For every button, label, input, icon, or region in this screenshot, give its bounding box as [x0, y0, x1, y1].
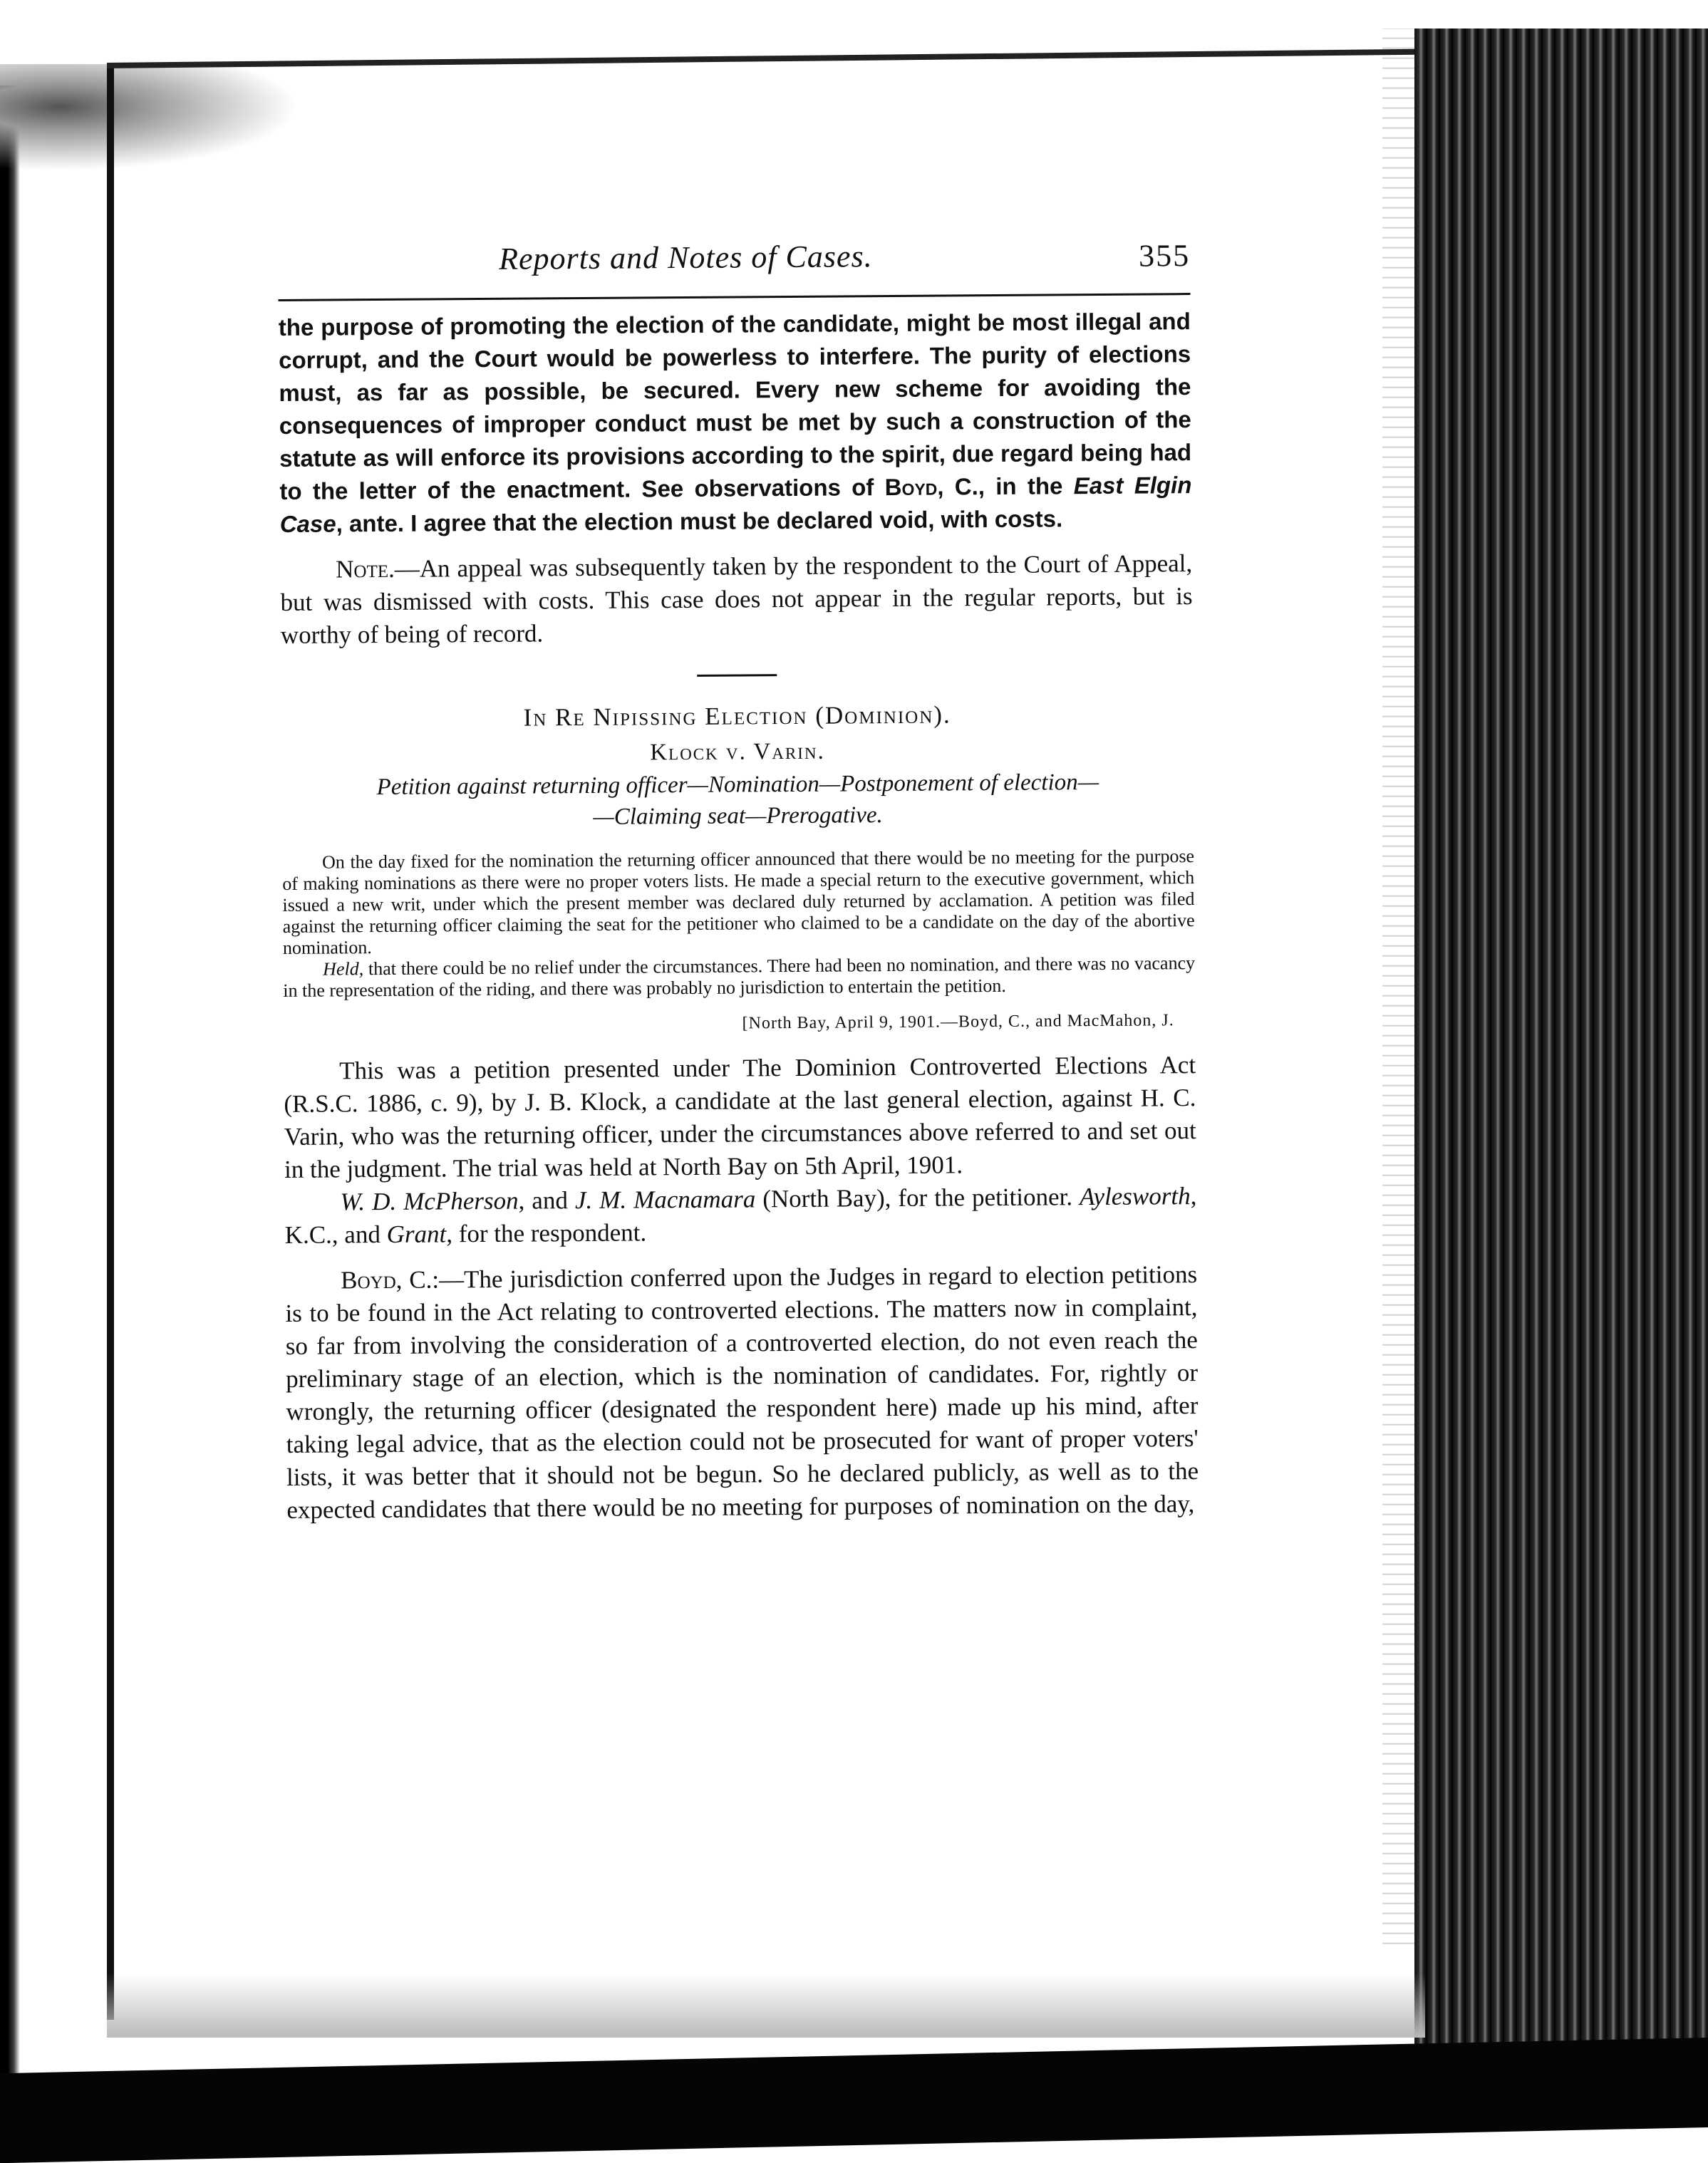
case-citation: [North Bay, April 9, 1901.—Boyd, C., and MacMahon, J. [742, 1011, 1174, 1033]
counsel-name-3: Aylesworth [1079, 1182, 1191, 1211]
headnote-held [283, 953, 1195, 1002]
running-title: Reports and Notes of Cases. [498, 239, 873, 276]
catchwords-line-1: Petition against returning officer—Nomination—Postponement of election— [376, 769, 1099, 801]
page-number: 355 [1138, 238, 1191, 274]
note-label: Note. [336, 554, 395, 583]
held-label: Held, [323, 958, 364, 980]
paragraph-continuation [279, 305, 1192, 541]
judgment-judge: Boyd [341, 1265, 396, 1295]
page-border-left [107, 68, 114, 2020]
headnote-facts: On the day fixed for the nomination the returning officer announced that there would be no meeting for the purpose of making nominations as there were no proper voters lists. He made a special return to the executive government, which issued a new writ, under which the present member was declared duly returned by acclamation. A petition was filed against the returning officer claiming the seat for the petitioner who claimed to be a candidate on the day of the abortive nomination. [282, 846, 1195, 958]
scan-left-edge [0, 85, 20, 2127]
counsel-name-4: Grant [386, 1220, 447, 1248]
running-head [278, 236, 1191, 298]
scan-bottom-edge [0, 2038, 1708, 2163]
catchwords-line-2: —Claiming seat—Prerogative. [593, 802, 883, 830]
counsel-text-1: , and [518, 1186, 576, 1215]
petition-paragraph: This was a petition presented under The Dominion Controverted Elections Act (R.S.C. 1886, c. 9), by J. B. Klock, a candidate at the last general election, against H. C. Varin, who was the returning officer, under the circumstances above referred to and set out in the judgment. The trial was held at North Bay on 5th April, 1901. [284, 1051, 1196, 1183]
note-text: —An appeal was subsequently taken by the respondent to the Court of Appeal, but was dismissed with costs. This case does not appear in the regular reports, but is worthy of being of record. [280, 549, 1193, 649]
p1-case-name: East Elgin Case [279, 472, 1192, 537]
case-title: In Re Nipissing Election (Dominion). [523, 700, 951, 732]
p1-text-1: the purpose of promoting the election of the candidate, might be most illegal and corrupt, and the Court would be powerless to interfere. The purity of elections must, as far as possible, be secured. Every new scheme for avoiding the consequences of improper conduct must be met by such a construction of the statute as will enforce its provisions according to the spirit, due regard being had to the letter of the enactment. See observations of [278, 308, 1192, 504]
page-border-top [107, 49, 1418, 68]
book-page-edges [1414, 28, 1708, 2127]
counsel-text-2: (North Bay), for the petitioner. [755, 1183, 1080, 1213]
judgment-text: , C.:—The jurisdiction conferred upon the Judges in regard to election petitions is to be found in the Act relating to controverted elections. The matters now in complaint, so far from involving the consideration of a controverted election, do not even reach the preliminary stage of an election, which is the nomination of candidates. For, rightly or wrongly, the returning officer (designated the respondent here) made up his mind, after taking legal advice, that as the election could not be prosecuted for want of proper voters' lists, it was better that it should not be begun. So he declared publicly, as well as to the expected candidates that there would be no meeting for purposes of nomination on the day, [285, 1260, 1199, 1524]
counsel-name-2: J. M. Macnamara [574, 1185, 756, 1215]
page-text-column [278, 236, 1199, 1527]
scan-bottom-fade [107, 1973, 1425, 2038]
p1-text-2: , C., in the [937, 472, 1074, 500]
counsel-paragraph [284, 1180, 1197, 1252]
held-text: that there could be no relief under the circumstances. There had been no nomination, and there was no vacancy in the representation of the riding, and there was probably no jurisdiction to entertain the petition. [283, 953, 1196, 1001]
section-separator [697, 674, 777, 677]
case-parties: Klock v. Varin. [650, 738, 825, 766]
p1-judge-name: Boyd [884, 473, 938, 501]
counsel-text-3: , K.C., and [284, 1182, 1197, 1249]
counsel-text-4: , for the respondent. [446, 1218, 647, 1248]
counsel-name-1: W. D. McPherson [340, 1186, 519, 1216]
headnote [282, 846, 1195, 1002]
scan-top-shadow [0, 64, 299, 171]
catchwords [281, 766, 1194, 835]
main-text [284, 1049, 1199, 1527]
p1-text-3: , ante. I agree that the election must be declared void, with costs. [336, 505, 1063, 537]
judgment-paragraph [285, 1258, 1199, 1527]
note-paragraph [280, 547, 1193, 652]
